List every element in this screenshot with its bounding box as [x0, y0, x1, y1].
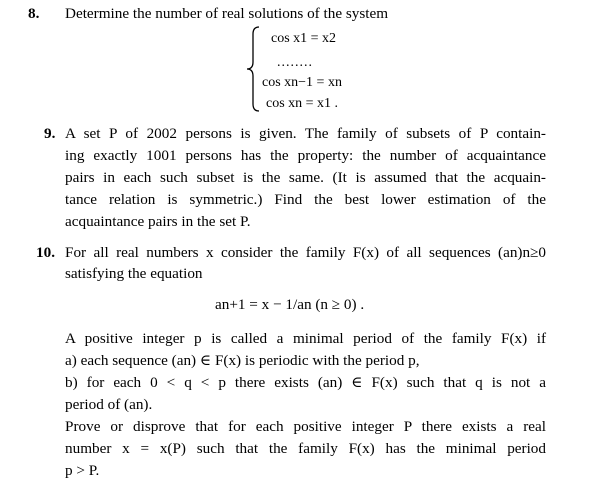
system-line-2: ........: [277, 55, 313, 70]
problem-line: p > P.: [65, 462, 100, 479]
problem-line: number x = x(P) such that the family F(x) has the minimal period: [65, 440, 546, 457]
problem-line: satisfying the equation: [65, 265, 203, 282]
problem-line: A positive integer p is called a minimal period of the family F(x) if: [65, 330, 546, 347]
recurrence-equation: an+1 = x − 1/an (n ≥ 0) .: [215, 296, 365, 313]
system-line-1: cos x1 = x2: [271, 31, 337, 46]
problem-line: A set P of 2002 persons is given. The family of subsets of P contain-: [65, 125, 546, 142]
problem-text: Determine the number of real solutions of the system: [65, 5, 389, 22]
system-line-4: cos xn = x1 .: [266, 96, 339, 111]
system-line-3: cos xn−1 = xn: [262, 75, 342, 90]
problem-line: acquaintance pairs in the set P.: [65, 213, 251, 230]
problem-line: ing exactly 1001 persons has the property: the number of acquaintance: [65, 147, 546, 164]
problem-line: Prove or disprove that for each positive integer P there exists a real: [65, 418, 546, 435]
problem-number: 9.: [44, 125, 56, 142]
problem-line: period of (an).: [65, 396, 153, 413]
problem-number: 10.: [36, 244, 55, 261]
problem-line: pairs in each such subset is the same. (It is assumed that the acquain-: [65, 169, 546, 186]
left-brace-icon: [246, 26, 262, 112]
problem-line: tance relation is symmetric.) Find the best lower estimation of the: [65, 191, 546, 208]
problem-line: For all real numbers x consider the family F(x) of all sequences (an)n≥0: [65, 244, 546, 261]
problem-number: 8.: [28, 5, 40, 22]
problem-line: a) each sequence (an) ∈ F(x) is periodic with the period p,: [65, 352, 420, 369]
problem-line: b) for each 0 < q < p there exists (an) ∈ F(x) such that q is not a: [65, 374, 546, 391]
